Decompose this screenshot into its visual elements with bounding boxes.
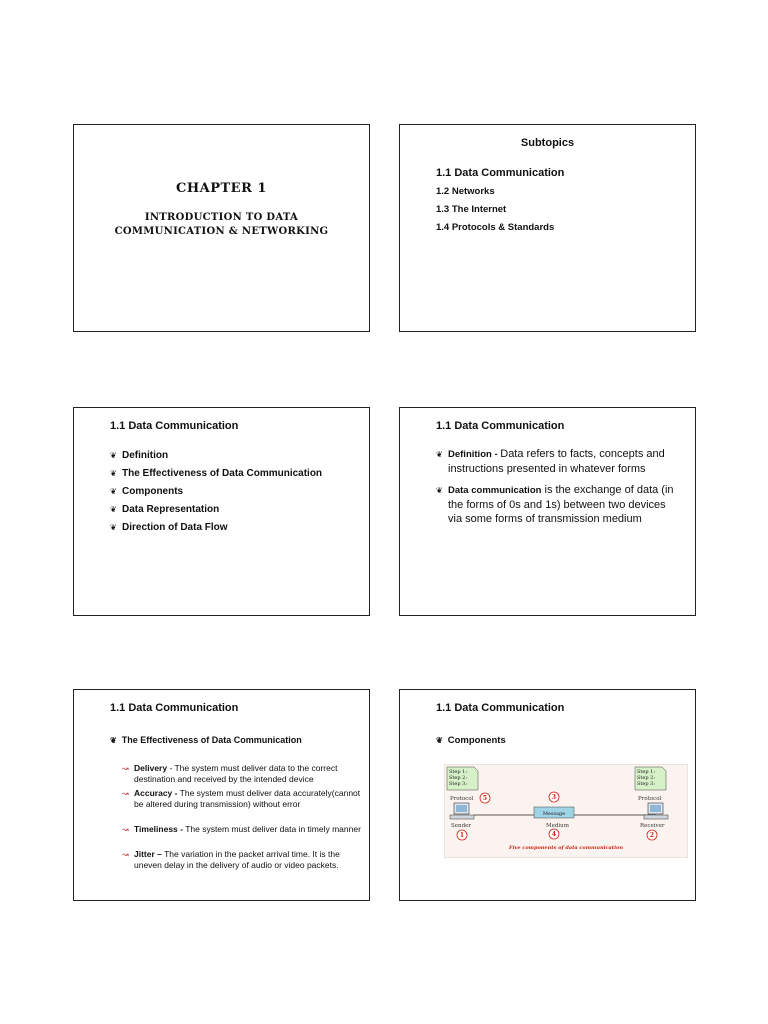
chapter-subtitle-line2: COMMUNICATION & NETWORKING xyxy=(114,226,329,237)
effectiveness-item xyxy=(122,849,361,871)
bullet-item xyxy=(110,468,355,479)
chapter-heading: CHAPTER 1 xyxy=(176,181,267,196)
protocol-left-label: Protocol xyxy=(450,796,474,802)
item-text: The system must deliver data accurately(cannot be altered during transmission) without error xyxy=(134,788,361,809)
item-lead: Timeliness - xyxy=(134,824,183,834)
bullet-icon: ❦ xyxy=(110,505,117,514)
bullet-icon: ❦ xyxy=(436,486,443,495)
bullet-item xyxy=(110,450,355,461)
bullet-icon: ❦ xyxy=(436,736,443,745)
component-number: 5 xyxy=(482,795,488,802)
step2-label: Step 2: xyxy=(637,775,656,781)
protocol-steps-note-right xyxy=(635,767,666,790)
bullet-text: Definition xyxy=(122,450,169,461)
subtopic-item: 1.2 Networks xyxy=(436,186,495,197)
section-heading xyxy=(436,735,506,746)
item-text: The variation in the packet arrival time. It is the uneven delay in the delivery of audio or video packets. xyxy=(134,849,340,870)
components-diagram xyxy=(444,764,688,858)
sub-bullet-icon: ↝ xyxy=(122,850,129,859)
bullet-icon: ❦ xyxy=(436,450,443,459)
definition-item xyxy=(436,447,677,476)
item-lead: Jitter – xyxy=(134,849,162,859)
diagram-caption: Five components of data communication xyxy=(509,845,623,851)
bullet-text: The Effectiveness of Data Communication xyxy=(122,468,323,479)
slide-title: 1.1 Data Communication xyxy=(110,702,239,714)
bullet-icon: ❦ xyxy=(110,451,117,460)
item-lead: Accuracy - xyxy=(134,788,178,798)
definition-text: Data refers to facts, concepts and instructions presented in whatever forms xyxy=(448,448,665,475)
bullet-text: Components xyxy=(122,486,184,497)
effectiveness-item xyxy=(122,788,361,810)
effectiveness-item xyxy=(122,824,361,835)
bullet-item xyxy=(110,522,355,533)
definition-lead: Data communication xyxy=(448,485,542,496)
slide-title: 1.1 Data Communication xyxy=(436,702,565,714)
protocol-right-label: Protocol xyxy=(638,796,662,802)
message-envelope xyxy=(534,807,574,818)
slide-effectiveness xyxy=(73,689,370,901)
component-number: 1 xyxy=(459,832,465,839)
subtopic-item: 1.4 Protocols & Standards xyxy=(436,222,555,233)
bullet-text: Data Representation xyxy=(122,504,220,515)
slide-components xyxy=(399,689,696,901)
slide-title: Subtopics xyxy=(520,137,575,149)
component-number: 2 xyxy=(649,832,655,839)
slide-data-comm-definition xyxy=(399,407,696,616)
subtopic-item: 1.3 The Internet xyxy=(436,204,507,215)
bullet-item xyxy=(110,486,355,497)
step3-label: Step 3: xyxy=(637,781,656,787)
sender-label: Sender xyxy=(451,823,471,829)
component-number: 3 xyxy=(551,794,557,801)
definition-text: is the exchange of data (in the forms of 0s and 1s) between two devices via some forms of transmission medium xyxy=(448,484,674,525)
step1-label: Step 1: xyxy=(449,769,468,775)
receiver-label: Receiver xyxy=(640,823,665,829)
item-text: - The system must deliver data to the correct destination and received by the intended device xyxy=(134,763,338,784)
item-text: The system must deliver data in timely manner xyxy=(182,824,361,834)
slide-title: 1.1 Data Communication xyxy=(436,420,565,432)
bullet-icon: ❦ xyxy=(110,469,117,478)
item-lead: Delivery xyxy=(134,763,168,773)
effectiveness-item xyxy=(122,763,361,785)
definition-item xyxy=(436,483,677,526)
bullet-icon: ❦ xyxy=(110,736,117,745)
chapter-subtitle xyxy=(74,211,369,239)
section-heading xyxy=(110,735,302,745)
slide-title: 1.1 Data Communication xyxy=(110,420,239,432)
slide-subtopics xyxy=(399,124,696,332)
bullet-icon: ❦ xyxy=(110,487,117,496)
bullet-item xyxy=(110,504,355,515)
bullet-text: Direction of Data Flow xyxy=(122,522,228,533)
medium-label: Medium xyxy=(546,823,569,829)
slide-chapter-title xyxy=(73,124,370,332)
bullet-icon: ❦ xyxy=(110,523,117,532)
subtopic-item: 1.1 Data Communication xyxy=(436,167,565,179)
step3-label: Step 3: xyxy=(449,781,468,787)
section-heading-text: Components xyxy=(447,735,506,746)
definition-lead: Definition - xyxy=(448,449,501,460)
step2-label: Step 2: xyxy=(449,775,468,781)
sub-bullet-icon: ↝ xyxy=(122,825,129,834)
slide-data-comm-outline xyxy=(73,407,370,616)
section-heading-text: The Effectiveness of Data Communication xyxy=(121,735,302,745)
chapter-subtitle-line1: INTRODUCTION TO DATA xyxy=(144,212,299,223)
step1-label: Step 1: xyxy=(637,769,656,775)
component-number: 4 xyxy=(551,831,557,838)
message-label: Message xyxy=(542,811,566,817)
protocol-steps-note-left xyxy=(447,767,478,790)
sub-bullet-icon: ↝ xyxy=(122,789,129,798)
sub-bullet-icon: ↝ xyxy=(122,764,129,773)
